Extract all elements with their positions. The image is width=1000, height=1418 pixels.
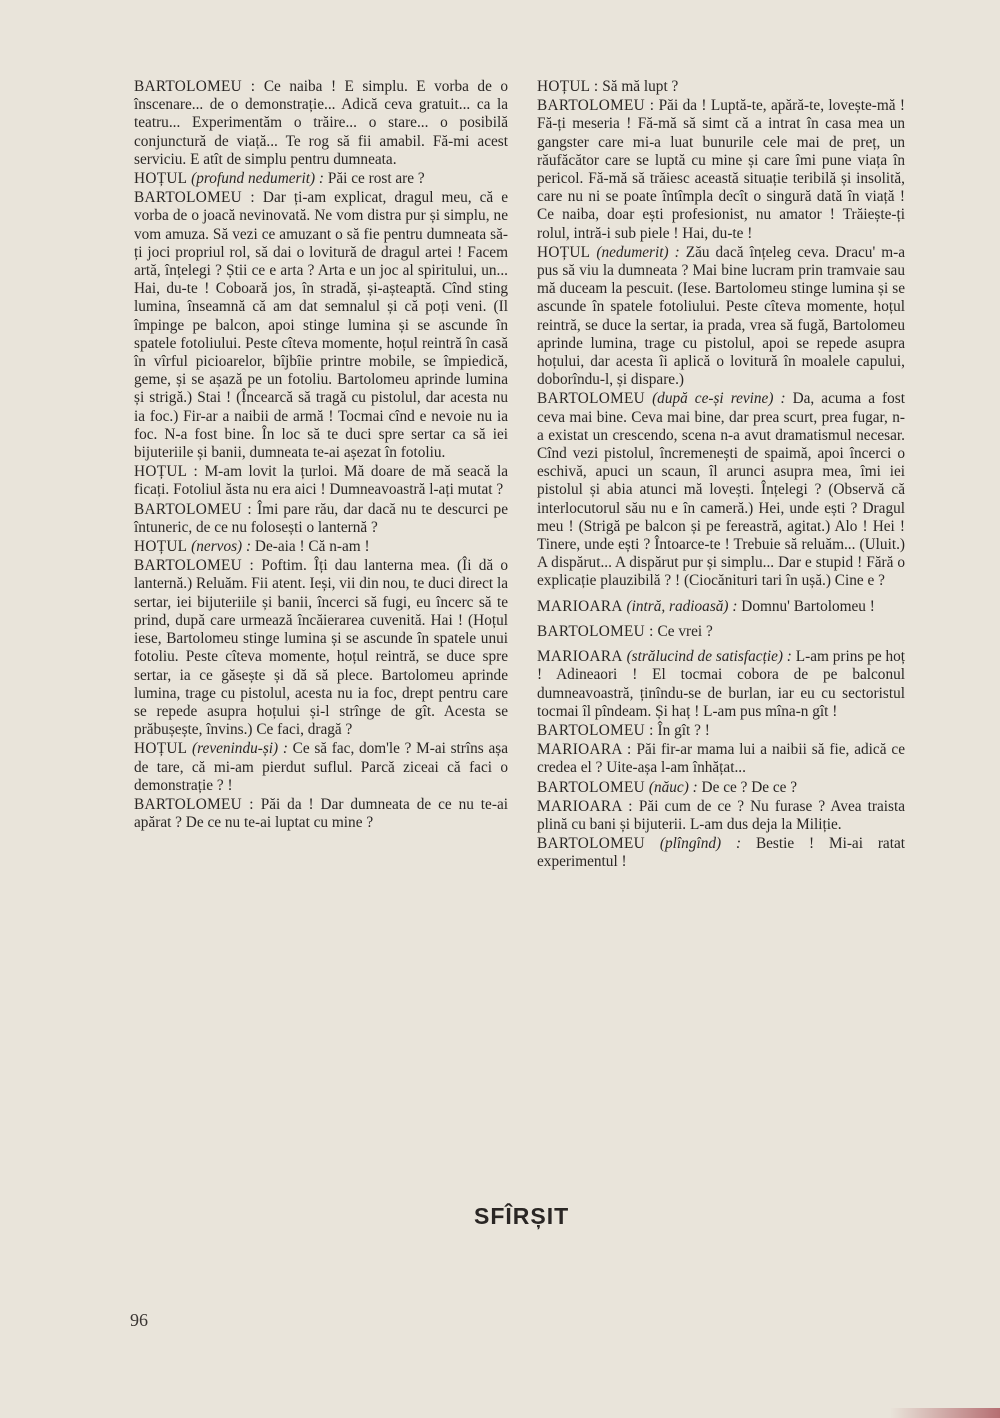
speaker-name: MARIOARA : — [537, 741, 632, 759]
speech-text: Da, acuma a fost ceva mai bine. Ceva mai bine, dar prea scurt, prea fugar, n-a existat un crescendo, scena n-a avut dramatismul necesar. Cînd vezi pistolul, încremenești de spaimă, apoi încerci o eschivă, apuci un scaun, îl arunci asupra mea, îmi iei pistolul și abia atunci mă lovești. Înțelegi ? (Observă că interlocutorul său nu e în cameră.) Hei, unde ești ? Dragul meu ! (Strigă pe balcon și pe fereastră, agitat.) Alo ! Hei ! Tinere, unde ești ? Întoarce-te ! Trebuie să reluăm... (Uluit.) A dispărut... A dispărut pur și simplu... Dar e stupid ! Fără o explicație plauzibilă ? ! (Ciocănituri tari în ușă.) Cine e ? — [537, 390, 905, 590]
speaker-name: BARTOLOMEU : — [134, 78, 256, 95]
stage-direction: (revenindu-și) : — [192, 740, 288, 758]
speaker-name: HOȚUL : — [134, 463, 199, 481]
speech-text: Păi da ! Dar dumneata de ce nu te-ai apărat ? De ce nu te-ai luptat cu mine ? — [134, 795, 508, 832]
stage-direction: (nervos) : — [191, 538, 252, 556]
speech-text: Poftim. Îți dau lanterna mea. (Îi dă o lanternă.) Reluăm. Fii atent. Ieși, vii din nou, te duci direct la sertar, iei bijuteriile și banii, încerci să fugi, eu încerc să te prind, după care urmează încăierarea cuvenită. Hai ! (Hoțul iese, Bartolomeu stinge lumina și se ascunde în spatele unui fotoliu. Peste cîteva momente, hoțul reintră, se duce spre sertar, ia ce găsește și dă să plece. Bartolomeu aprinde lumina, trage cu pistolul, acesta nu ia foc, drept pentru care se repede asupra hoțului și-l strînge de gît. Acesta se prăbușește, învins.) Ce faci, dragă ? — [134, 557, 508, 739]
speech-marioara — [537, 648, 905, 721]
speaker-name: BARTOLOMEU : — [134, 189, 255, 207]
speech-text: Păi fir-ar mama lui a naibii să fie, adică ce credea el ? Uite-așa l-am înhățat... — [537, 741, 905, 777]
speaker-name: BARTOLOMEU — [537, 835, 646, 853]
stage-direction: (plîngînd) : — [659, 835, 742, 853]
right-column — [537, 78, 905, 873]
speech-text: L-am prins pe hoț ! Adineaori ! El tocmai cobora de pe balconul dumneavoastră, ținîndu-se de burlan, iar eu cu sectoristul tocmai îl pîndeam. Și haț ! L-am pus mîna-n gît ! — [537, 648, 906, 720]
speaker-name: MARIOARA : — [537, 797, 633, 815]
stage-direction: (nedumerit) : — [596, 243, 680, 261]
speech-hotul — [134, 538, 508, 556]
speech-bartolomeu — [134, 189, 508, 462]
speaker-name: BARTOLOMEU : — [134, 795, 254, 813]
speech-hotul — [537, 244, 905, 390]
speaker-name: HOȚUL : — [537, 78, 599, 95]
speech-text: De-aia ! Că n-am ! — [254, 538, 370, 556]
speech-text: Ce să fac, dom'le ? M-ai strîns așa de tare, că mi-am pierdut suflul. Parcă ziceai că faci o demonstrație ? ! — [134, 740, 508, 794]
speaker-name: HOȚUL — [134, 538, 188, 556]
speech-bartolomeu — [537, 835, 905, 871]
speech-bartolomeu — [537, 722, 905, 740]
speaker-name: BARTOLOMEU : — [537, 97, 655, 115]
page-number: 96 — [130, 1310, 148, 1330]
speech-bartolomeu — [537, 390, 905, 590]
speech-hotul — [537, 78, 905, 96]
stage-direction: (năuc) : — [648, 778, 698, 796]
speech-marioara — [537, 798, 905, 834]
stage-direction: (profund nedumerit) : — [191, 170, 325, 188]
speech-bartolomeu — [134, 78, 508, 169]
speech-text: În gît ? ! — [657, 721, 710, 739]
speaker-name: HOȚUL — [537, 243, 591, 261]
speaker-name: HOȚUL — [134, 170, 188, 188]
speech-text: Păi ce rost are ? — [327, 170, 425, 188]
stage-direction: (strălucind de satisfacție) : — [626, 648, 792, 666]
speaker-name: BARTOLOMEU — [537, 778, 646, 796]
speaker-name: MARIOARA — [537, 648, 623, 666]
speaker-name: MARIOARA — [537, 597, 623, 615]
speaker-name: BARTOLOMEU : — [134, 500, 252, 518]
speech-text: Păi cum de ce ? Nu furase ? Avea traista plină cu bani și bijuterii. L-am dus deja la Miliție. — [537, 797, 905, 833]
speaker-name: BARTOLOMEU — [537, 390, 646, 408]
speech-text: Să mă lupt ? — [602, 78, 679, 95]
stage-direction: (după ce-și revine) : — [652, 390, 786, 408]
speech-marioara — [537, 741, 905, 777]
speech-hotul — [134, 170, 508, 188]
speaker-name: BARTOLOMEU : — [537, 622, 654, 640]
speech-text: Ce vrei ? — [657, 622, 713, 640]
ending-title: SFÎRȘIT — [474, 1203, 570, 1229]
speech-text: Dar ți-am explicat, dragul meu, că e vorba de o joacă nevinovată. Ne vom distra pur și simplu, ne vom amuza. Să vezi ce amuzant o să fie pentru dumneata să-ți joci propriul rol, să dai o lovitură de dragul artei ! Facem artă, înțelegi ? Știi ce e arta ? Arta e un joc al spiritului, un... Hai, du-te ! Coboară jos, în stradă, și-așteaptă. Cînd sting lumina, înseamnă că am dat semnalul și că poți veni. (Il împinge pe balcon, apoi stinge lumina și se ascunde în spatele fotoliului. Peste cîteva momente, hoțul reintră în casă în vîrful picioarelor, bîjbîie printre mobile, se împiedică, geme, și se așază pe un fotoliu. Bartolomeu aprinde lumina și strigă.) Stai ! (Încearcă să tragă cu pistolul, dar acesta nu ia foc.) Fir-ar a naibii de armă ! Tocmai cînd e nevoie nu ia foc. N-a fost bine. În loc să te duci spre sertar ca să iei bijuteriile și banii, dumneata te-ai așezat în fotoliu. — [134, 189, 508, 462]
speaker-name: BARTOLOMEU : — [134, 557, 255, 575]
speech-bartolomeu — [537, 97, 905, 243]
speaker-name: HOȚUL — [134, 740, 188, 758]
speech-text: Zău dacă înțeleg ceva. Dracu' m-a pus să viu la dumneata ? Mai bine lucram prin tramvaie sau mă duceam la pescuit. (Iese. Bartolomeu stinge lumina și se ascunde în spatele fotoliului. Peste cîteva momente, hoțul reintră, se duce la sertar, ia prada, vrea să fugă, Bartolomeu aprinde lumina, trage cu pistolul, apoi se repede asupra hoțului, dar acesta îi aplică o lovitură în moalele capului, doborîndu-l, și dispare.) — [537, 243, 906, 389]
speech-text: Ce naiba ! E simplu. E vorba de o înscenare... de o demonstrație... Adică ceva gratuit... ca la teatru... Experimentăm o trăire... o stare... o posibilă conjunctură de viață... Te rog să fii amabil. Fă-mi acest serviciu. E atît de simplu pentru dumneata. — [134, 78, 508, 168]
speech-text: Bestie ! Mi-ai ratat experimentul ! — [537, 835, 906, 871]
speech-text: Domnu' Bartolomeu ! — [741, 597, 875, 615]
speech-text: Păi da ! Luptă-te, apără-te, lovește-mă ! Fă-ți meseria ! Fă-mă să simt că a intrat în casa mea un gangster care mi-a luat bunurile cele mai de preț, un răufăcător care se luptă cu mine și care îmi pune viața în pericol. Fă-mă să trăiesc această situație teribilă și insolită, care nu ni se poate întîmpla decît o singură dată în viață ! Ce naiba, doar ești profesionist, nu amator ! Trăiește-ți rolul, intră-i sub piele ! Hai, du-te ! — [537, 97, 905, 242]
stage-direction: (intră, radioasă) : — [626, 597, 738, 615]
speech-text: Îmi pare rău, dar dacă nu te descurci pe întuneric, de ce nu folosești o lanternă ? — [134, 500, 508, 536]
speech-marioara — [537, 598, 905, 616]
speech-bartolomeu — [537, 779, 905, 797]
speech-bartolomeu — [134, 796, 508, 832]
speech-hotul — [134, 740, 508, 795]
speech-bartolomeu — [134, 501, 508, 537]
speech-bartolomeu — [134, 557, 508, 739]
left-column — [134, 78, 508, 833]
speech-hotul — [134, 463, 508, 499]
speech-text: De ce ? De ce ? — [701, 778, 798, 796]
speech-bartolomeu — [537, 623, 905, 641]
speech-text: M-am lovit la țurloi. Mă doare de mă seacă la ficați. Fotoliul ăsta nu era aici ! Dumneavoastră l-ați mutat ? — [134, 463, 508, 499]
page-edge-mark — [890, 1408, 1000, 1418]
speaker-name: BARTOLOMEU : — [537, 721, 654, 739]
